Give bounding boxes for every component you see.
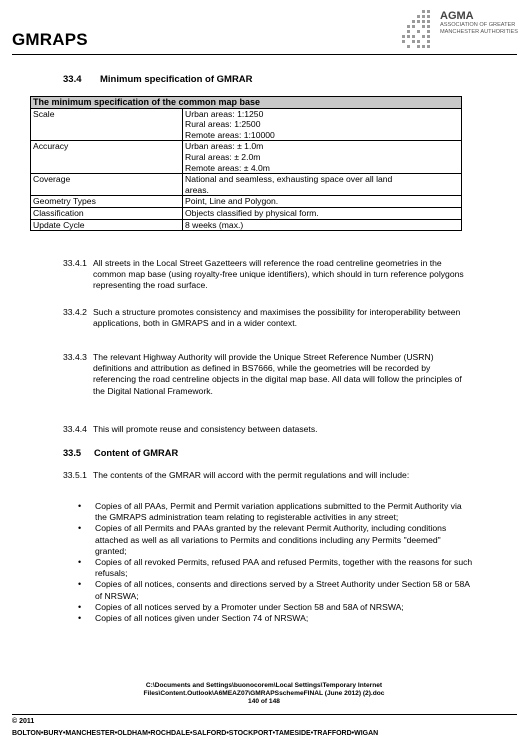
- content-bullet-list: [78, 501, 474, 624]
- bullet-icon: •: [78, 523, 82, 534]
- bullet-icon: •: [78, 613, 82, 624]
- table-row: [31, 196, 462, 208]
- list-item-text: Copies of all notices given under Section 74 of NRSWA;: [95, 613, 309, 624]
- value-line: Urban areas: ± 1.0m: [185, 141, 264, 152]
- copyright-notice: © 2011: [12, 718, 35, 725]
- section-title: Minimum specification of GMRAR: [100, 74, 253, 85]
- section-heading-33-4: [63, 74, 253, 85]
- paragraph-33-4-4: [63, 424, 471, 435]
- section-number: 33.5: [63, 448, 82, 458]
- list-item-text: Copies of all Permits and PAAs granted by the relevant Permit Authority, including conditions attached as well as all variations to Permits and conditions including any Permits "deemed" granted;: [95, 523, 447, 556]
- paragraph-text: The relevant Highway Authority will provide the Unique Street Reference Number (USRN) definitions and attribution as defined in BS7666, while the geometries will be recorded by referencing the road centreline objects in the digital map base. All data will follow the principles of the Digital National Framework.: [93, 352, 462, 396]
- section-heading-33-5: [63, 448, 178, 458]
- table-row-label: Classification: [31, 207, 183, 219]
- document-header-title: GMRAPS: [12, 30, 88, 49]
- list-item: [78, 602, 474, 613]
- bullet-icon: •: [78, 501, 82, 511]
- list-item-text: Copies of all revoked Permits, refused PAA and refused Permits, together with the reasons for such refusals;: [95, 557, 473, 579]
- list-item-text: Copies of all notices, consents and directions served by a Street Authority under Section 58 or 58A of NRSWA;: [95, 579, 470, 601]
- value-line: Urban areas: 1:1250: [185, 108, 264, 119]
- footer-divider: [12, 714, 517, 715]
- logo-name: AGMA: [440, 10, 474, 22]
- paragraph-number: 33.4.2: [63, 307, 87, 317]
- paragraph-33-4-3: [63, 352, 471, 397]
- logo-subtitle: ASSOCIATION OF GREATER MANCHESTER AUTHORITIES: [440, 22, 519, 35]
- list-item: [78, 501, 474, 523]
- header-divider: [12, 54, 517, 55]
- table-row: [31, 219, 462, 231]
- paragraph-number: 33.4.1: [63, 258, 87, 268]
- table-row-value: 8 weeks (max.): [183, 219, 462, 231]
- table-row-value: [183, 141, 462, 174]
- section-title: Content of GMRAR: [94, 448, 179, 458]
- paragraph-text: This will promote reuse and consistency between datasets.: [93, 424, 318, 434]
- bullet-icon: •: [78, 557, 82, 568]
- table-header: The minimum specification of the common map base: [31, 97, 462, 109]
- footer-file-path: [80, 682, 448, 707]
- list-item: [78, 523, 474, 557]
- file-path-line: Files\Content.Outlook\A6MEAZ07\GMRAPSschemeFINAL (June 2012) (2).doc: [143, 690, 385, 698]
- table-row-value: [183, 108, 462, 141]
- paragraph-text: All streets in the Local Street Gazetteers will reference the road centreline geometries in the common map base (using royalty-free unique identifiers), which should in turn reference polygons representing the road surface.: [93, 258, 464, 291]
- table-row-label: Scale: [31, 108, 183, 141]
- paragraph-number: 33.4.3: [63, 352, 87, 362]
- table-row-label: Geometry Types: [31, 196, 183, 208]
- value-line: Rural areas: ± 2.0m: [185, 151, 261, 162]
- paragraph-text: Such a structure promotes consistency and maximises the possibility for interoperability between applications, both in GMRAPS and in a wider context.: [93, 307, 461, 329]
- agma-logo-mark-icon: [402, 8, 436, 52]
- paragraph-text: The contents of the GMRAR will accord with the permit regulations and will include:: [93, 470, 410, 480]
- paragraph-number: 33.4.4: [63, 424, 87, 434]
- list-item-text: Copies of all notices served by a Promoter under Section 58 and 58A of NRSWA;: [95, 601, 404, 612]
- bullet-icon: •: [78, 601, 82, 612]
- paragraph-33-4-1: [63, 258, 471, 292]
- list-item: [78, 613, 474, 624]
- table-row-value: Point, Line and Polygon.: [183, 196, 462, 208]
- value-line: Remote areas: 1:10000: [185, 129, 275, 140]
- value-line: Rural areas: 1:2500: [185, 119, 261, 130]
- bullet-icon: •: [78, 579, 82, 590]
- specification-table: [30, 96, 462, 231]
- value-line: National and seamless, exhausting space over all land: [185, 174, 393, 185]
- paragraph-33-5-1: [63, 470, 471, 481]
- table-row: [31, 108, 462, 141]
- paragraph-number: 33.5.1: [63, 470, 87, 480]
- value-line: Remote areas: ± 4.0m: [185, 162, 270, 173]
- table-row: [31, 207, 462, 219]
- table-row-value: Objects classified by physical form.: [183, 207, 462, 219]
- value-line: areas.: [185, 184, 209, 195]
- list-item: [78, 579, 474, 601]
- file-path-line: C:\Documents and Settings\buonocorem\Local Settings\Temporary Internet: [145, 682, 383, 689]
- list-item-text: Copies of all PAAs, Permit and Permit variation applications submitted to the Permit Authority via the GMRAPS administration team relating to registerable activities in any street;: [95, 501, 462, 523]
- table-row-label: Coverage: [31, 174, 183, 196]
- table-row: [31, 141, 462, 174]
- table-row-value: [183, 174, 462, 196]
- agma-logo: [402, 8, 526, 54]
- table-row-label: Update Cycle: [31, 219, 183, 231]
- list-item: [78, 557, 474, 579]
- table-row-label: Accuracy: [31, 141, 183, 174]
- boroughs-list: BOLTON•BURY•MANCHESTER•OLDHAM•ROCHDALE•SALFORD•STOCKPORT•TAMESIDE•TRAFFORD•WIGAN: [12, 730, 379, 737]
- paragraph-33-4-2: [63, 307, 471, 329]
- section-number: 33.4: [63, 74, 82, 85]
- table-row: [31, 174, 462, 196]
- page-number: 140 of 148: [248, 698, 280, 706]
